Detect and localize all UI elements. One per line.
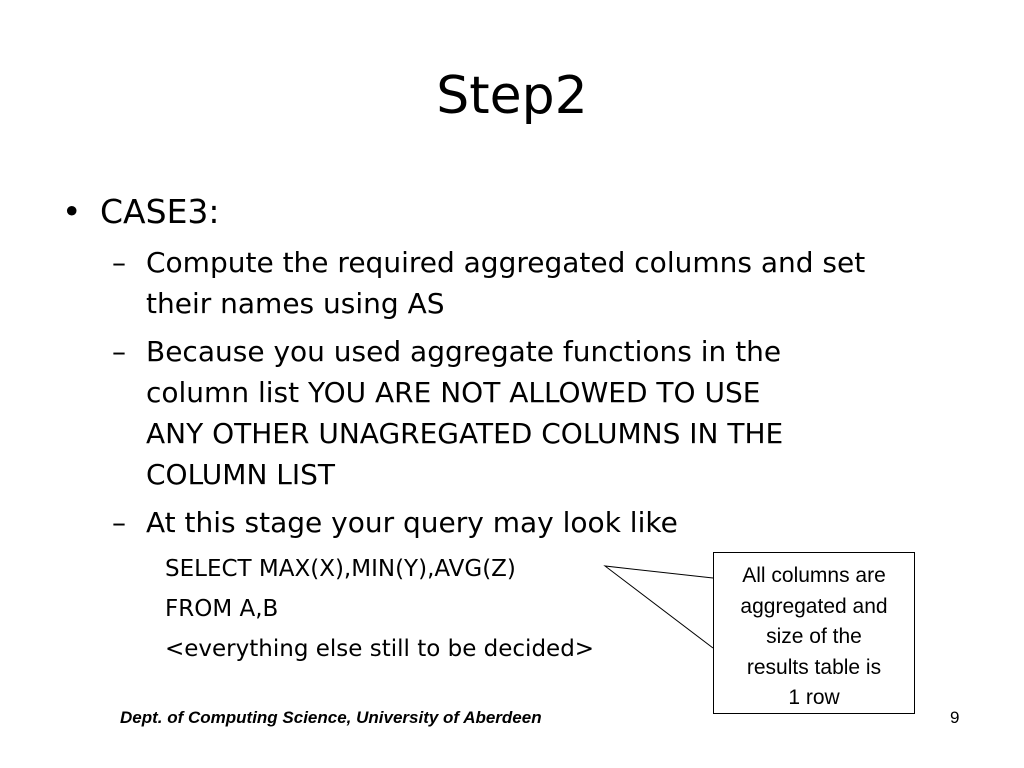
- bullet-case3: [62, 192, 220, 232]
- footer-text: Dept. of Computing Science, University of Aberdeen: [120, 708, 542, 727]
- sub-item-line: ANY OTHER UNAGREGATED COLUMNS IN THE: [146, 417, 784, 450]
- dash-marker: –: [112, 506, 126, 539]
- sub-item-line: column list YOU ARE NOT ALLOWED TO USE: [146, 376, 761, 409]
- bullet-label: CASE3:: [100, 192, 220, 231]
- callout-line: All columns are: [742, 564, 886, 587]
- sub-item-line: COLUMN LIST: [146, 458, 336, 491]
- dash-marker: –: [112, 335, 126, 368]
- sub-item-line: their names using AS: [146, 287, 445, 320]
- sub-item-compute: [112, 242, 956, 324]
- callout-line: aggregated and: [740, 594, 888, 618]
- sub-item-line: Because you used aggregate functions in the: [146, 335, 782, 368]
- sub-item-query-example: [112, 502, 956, 543]
- callout-box: [713, 552, 915, 714]
- dash-marker: –: [112, 246, 126, 279]
- bullet-marker: •: [62, 192, 82, 231]
- code-line-rest: <everything else still to be decided>: [165, 636, 595, 662]
- code-line-from: FROM A,B: [165, 596, 279, 622]
- page-number: 9: [950, 708, 960, 727]
- slide-title: Step2: [436, 66, 588, 126]
- sub-item-restriction: [112, 331, 956, 495]
- callout-line: size of the: [766, 625, 862, 648]
- callout-line: 1 row: [788, 686, 840, 709]
- code-line-select: SELECT MAX(X),MIN(Y),AVG(Z): [165, 556, 516, 582]
- sub-item-line: Compute the required aggregated columns and set: [146, 246, 866, 279]
- sub-item-line: At this stage your query may look like: [146, 506, 678, 539]
- callout-line: results table is: [746, 655, 882, 679]
